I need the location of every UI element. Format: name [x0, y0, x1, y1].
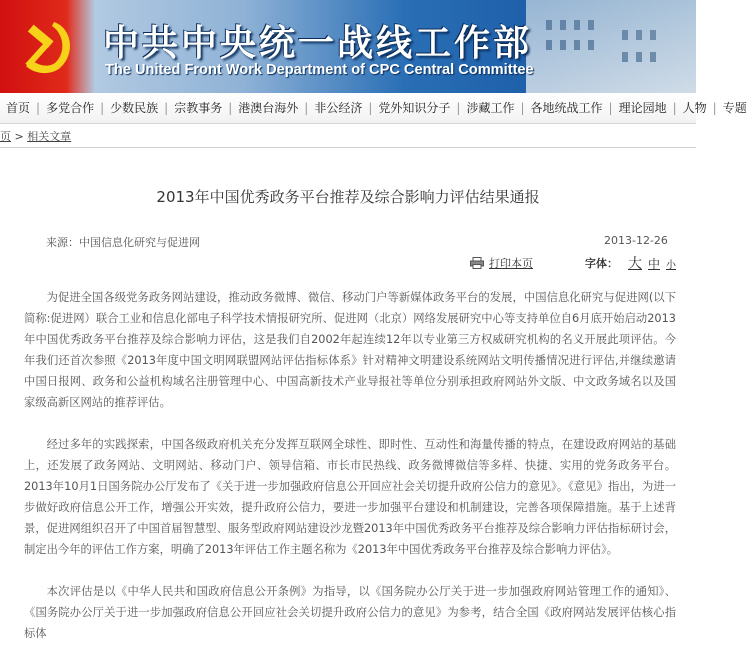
- main-nav: 首页 | 多党合作 | 少数民族 | 宗教事务 | 港澳台海外 | 非公经济 | 党外知识分子 | 涉藏工作 | 各地统战工作 | 理论园地 | 人物 | 专题: [0, 93, 696, 124]
- article-tools: [470, 254, 682, 272]
- nav-item-religion[interactable]: 宗教事务: [174, 100, 223, 115]
- site-title-en: The United Front Work Department of CPC Central Committee: [105, 62, 534, 78]
- print-page-link[interactable]: 打印本页: [489, 257, 533, 270]
- divider: [0, 147, 696, 148]
- hammer-sickle-icon: [14, 14, 78, 78]
- article-body: [24, 287, 676, 665]
- article-paragraph: 为促进全国各级党务政务网站建设，推动政务微博、微信、移动门户等新媒体政务平台的发展，中国信息化研究与促进网(以下简称:促进网）联合工业和信息化部电子科学技术情报研究所、促进网（北京）网络发展研究中心等支持单位自6月底开始启动2013年中国优秀政务平台推荐及综合影响力评估，这是我们自2002年起连续12年以专业第三方权威研究机构的名义开展此项评估。今年我们还首次参照《2013年度中国文明网联盟网站评估指标体系》针对精神文明建设系统网站文明传播情况进行评估,并继续邀请中国日报网、政务和公益机构域名注册管理中心、中国高新技术产业导报社等单位分别承担政府网站外文版、中文政务域名以及国家级高新区网站的推荐评估。: [24, 291, 676, 409]
- article-paragraph: 本次评估是以《中华人民共和国政府信息公开条例》为指导，以《国务院办公厅关于进一步加强政府网站管理工作的通知》、《国务院办公厅关于进一步加强政府信息公开回应社会关切提升政府公信力的意见》为参考，结合全国《政府网站发展评估核心指标体: [24, 585, 676, 640]
- breadcrumb: [0, 128, 696, 146]
- nav-item-ethnic[interactable]: 少数民族: [110, 100, 159, 115]
- article-date: 2013-12-26: [604, 234, 668, 247]
- font-size-small-button[interactable]: 小: [666, 259, 677, 271]
- nav-item-home[interactable]: 首页: [6, 100, 31, 115]
- breadcrumb-separator: >: [14, 130, 24, 143]
- printer-icon[interactable]: [470, 257, 484, 269]
- font-size-medium-button[interactable]: 中: [648, 256, 661, 271]
- nav-item-people[interactable]: 人物: [682, 100, 707, 115]
- building-illustration: [526, 0, 696, 93]
- nav-item-multiparty[interactable]: 多党合作: [46, 100, 95, 115]
- nav-item-private-economy[interactable]: 非公经济: [314, 100, 363, 115]
- header-banner: [0, 0, 696, 93]
- breadcrumb-home-link[interactable]: 页: [0, 130, 11, 143]
- font-size-label: 字体：: [585, 257, 618, 270]
- font-size-large-button[interactable]: 大: [628, 256, 642, 272]
- nav-item-intellectuals[interactable]: 党外知识分子: [378, 100, 451, 115]
- nav-item-topics[interactable]: 专题: [722, 100, 747, 115]
- breadcrumb-section-link[interactable]: 相关文章: [27, 130, 72, 143]
- article-title: 2013年中国优秀政务平台推荐及综合影响力评估结果通报: [156, 188, 540, 206]
- nav-item-local-work[interactable]: 各地统战工作: [530, 100, 603, 115]
- nav-item-hk-macao-taiwan[interactable]: 港澳台海外: [238, 100, 299, 115]
- nav-item-tibet[interactable]: 涉藏工作: [466, 100, 515, 115]
- nav-item-theory[interactable]: 理论园地: [618, 100, 667, 115]
- article-source: 来源：中国信息化研究与促进网: [46, 236, 200, 249]
- site-title-cn: 中共中央统一战线工作部: [103, 23, 533, 64]
- article-paragraph: 经过多年的实践探索，中国各级政府机关充分发挥互联网全球性、即时性、互动性和海量传播的特点，在建设政府网站的基础上，还发展了政务网站、文明网站、移动门户、领导信箱、市长市民热线、政务微博微信等多样、快捷、实用的党务政务平台。2013年10月1日国务院办公厅发布了《关于进一步加强政府信息公开回应社会关切提升政府公信力的意见》。《意见》指出，为进一步做好政府信息公开工作，增强公开实效，提升政府公信力，要进一步加强平台建设和机制建设，完善各项保障措施。基于上述背景，促进网组织召开了中国首届智慧型、服务型政府网站建设沙龙暨2013年中国优秀政务平台推荐及综合影响力评估指标研讨会，制定出今年的评估工作方案，明确了2013年评估工作主题名称为《2013年中国优秀政务平台推荐及综合影响力评估》。: [24, 438, 676, 556]
